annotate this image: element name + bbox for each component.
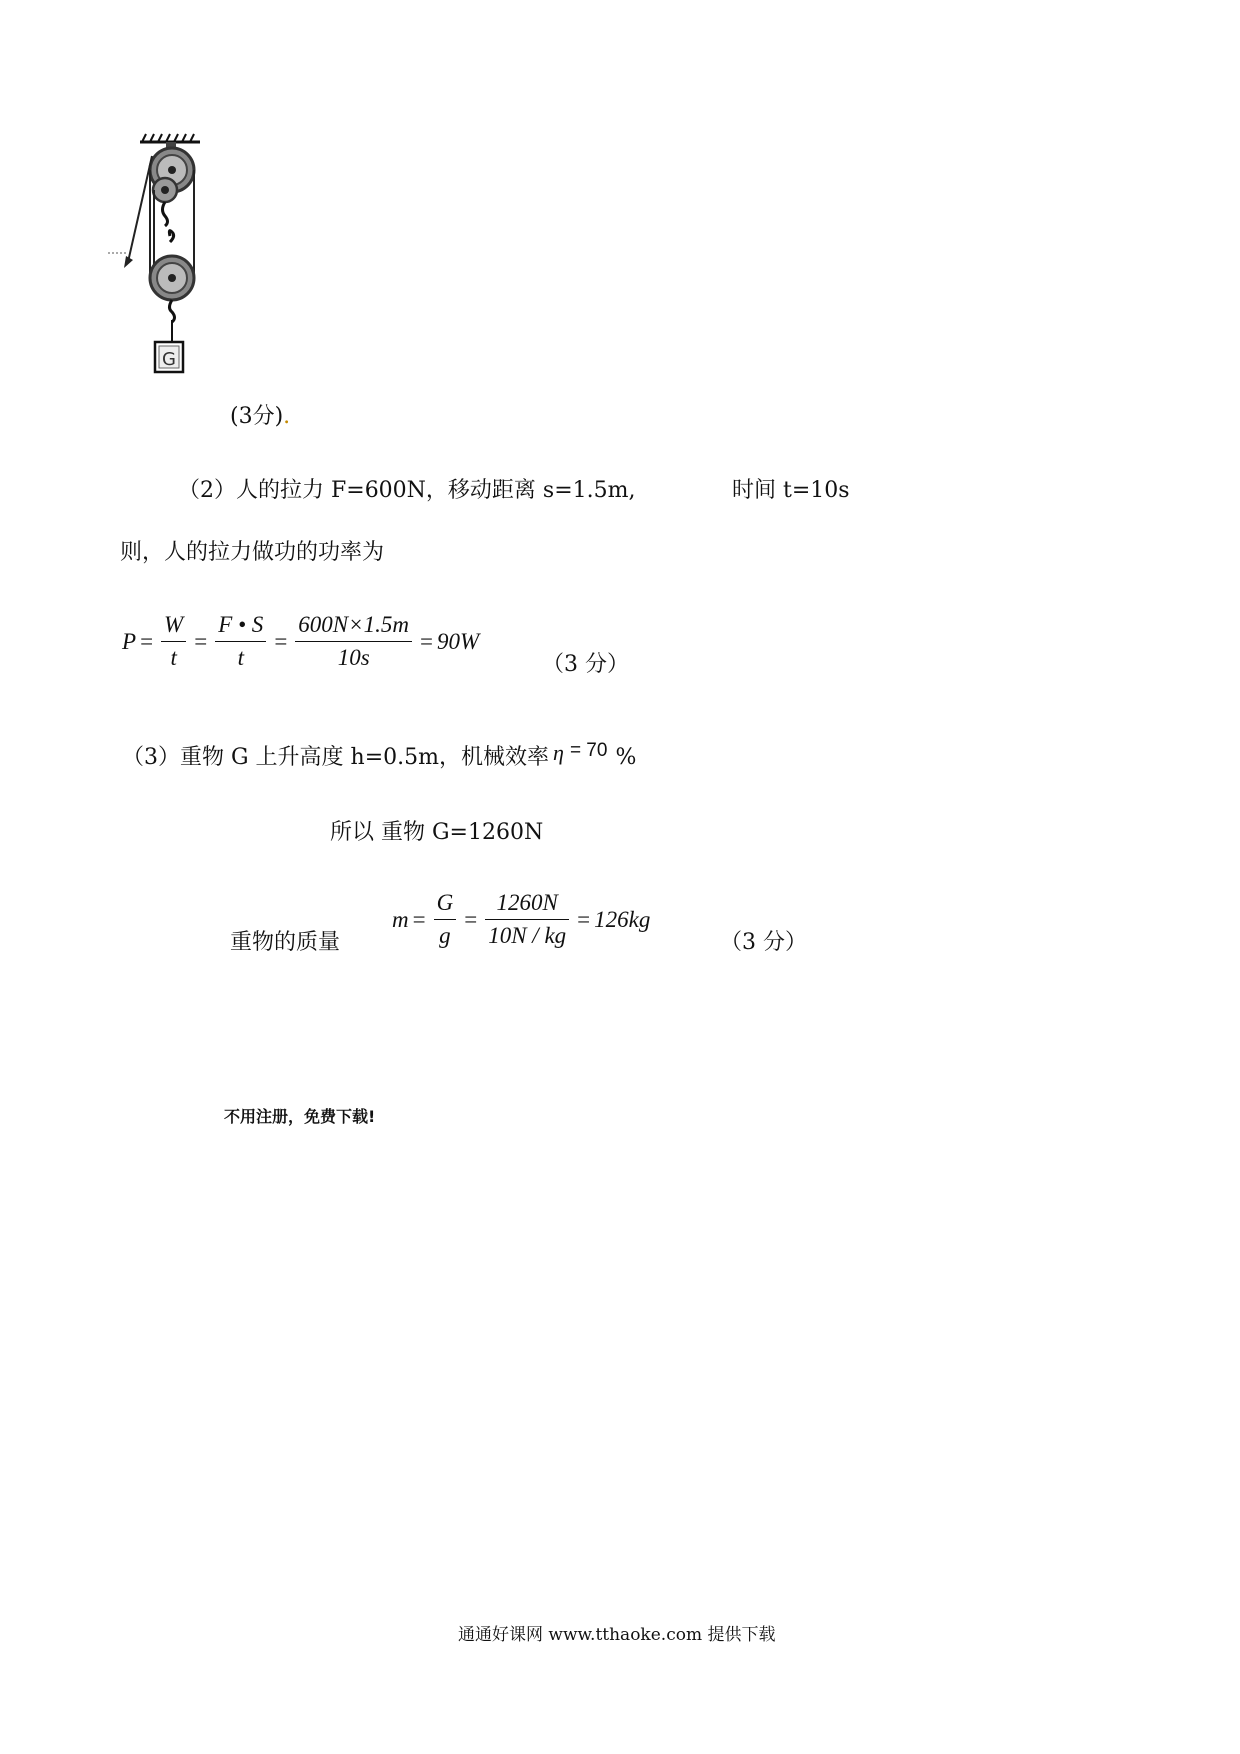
pulley-diagram [108, 130, 218, 430]
mass-frac-2-den: 10N / kg [488, 923, 567, 948]
mass-frac-2 [485, 890, 569, 949]
page-footer: 通通好课网 www.tthaoke.com 提供下载 [458, 1625, 776, 1645]
mass-frac-2-num: 1260N [485, 890, 569, 920]
eta-value: = 70 [569, 740, 608, 761]
part2-score: （3 分） [542, 652, 629, 677]
fixed-pulley [150, 142, 194, 226]
power-frac-2-den: t [237, 645, 244, 670]
part2-given: （2）人的拉力 F=600N，移动距离 s=1.5m, [178, 478, 636, 503]
moving-pulley [150, 231, 194, 342]
power-frac-3-num: 600N×1.5m [295, 612, 412, 642]
mass-label: 重物的质量 [230, 930, 341, 955]
mass-result: 126kg [594, 906, 651, 932]
power-frac-1-den: t [170, 645, 177, 670]
power-frac-2-num: F • S [215, 612, 266, 642]
part3-given-text: （3）重物 G 上升高度 h=0.5m，机械效率 [122, 745, 550, 770]
mass-frac-1 [434, 890, 457, 949]
eta-percent: % [615, 745, 637, 770]
weight-box [155, 342, 183, 372]
part1-dot: . [283, 404, 291, 429]
power-frac-1-num: W [161, 612, 186, 642]
mass-lhs: m [392, 906, 409, 932]
power-frac-2 [215, 612, 266, 671]
power-frac-3 [295, 612, 412, 671]
power-lhs: P [122, 628, 137, 654]
power-result: 90W [437, 628, 480, 654]
part2-time: 时间 t=10s [732, 478, 850, 503]
mass-formula: m = $\frac{G}{g}$ = $\frac{1260N}{10N / kg}$ = 126kg [392, 890, 651, 948]
part3-score: （3 分） [720, 930, 807, 955]
power-frac-1 [161, 612, 186, 671]
part3-weight: 所以 重物 G=1260N [330, 820, 544, 845]
power-formula: P = $\frac{W}{t}$ = $\frac{F • S}{t}$ = $\frac{600N\times 1.5m}{10s}$ = 90W [122, 612, 480, 670]
power-frac-3-den: 10s [337, 645, 370, 670]
weight-label: G [162, 349, 176, 370]
part1-score [230, 406, 290, 428]
part1-score-text: (3分) [230, 404, 284, 429]
mass-frac-1-num: G [434, 890, 457, 920]
mass-frac-1-den: g [439, 923, 451, 948]
part3-given [122, 740, 637, 770]
free-download-notice: 不用注册，免费下载! [224, 1107, 376, 1126]
part2-conclusion: 则，人的拉力做功的功率为 [120, 540, 385, 565]
eta-symbol: η [553, 740, 564, 765]
ceiling-hatch [140, 134, 200, 142]
